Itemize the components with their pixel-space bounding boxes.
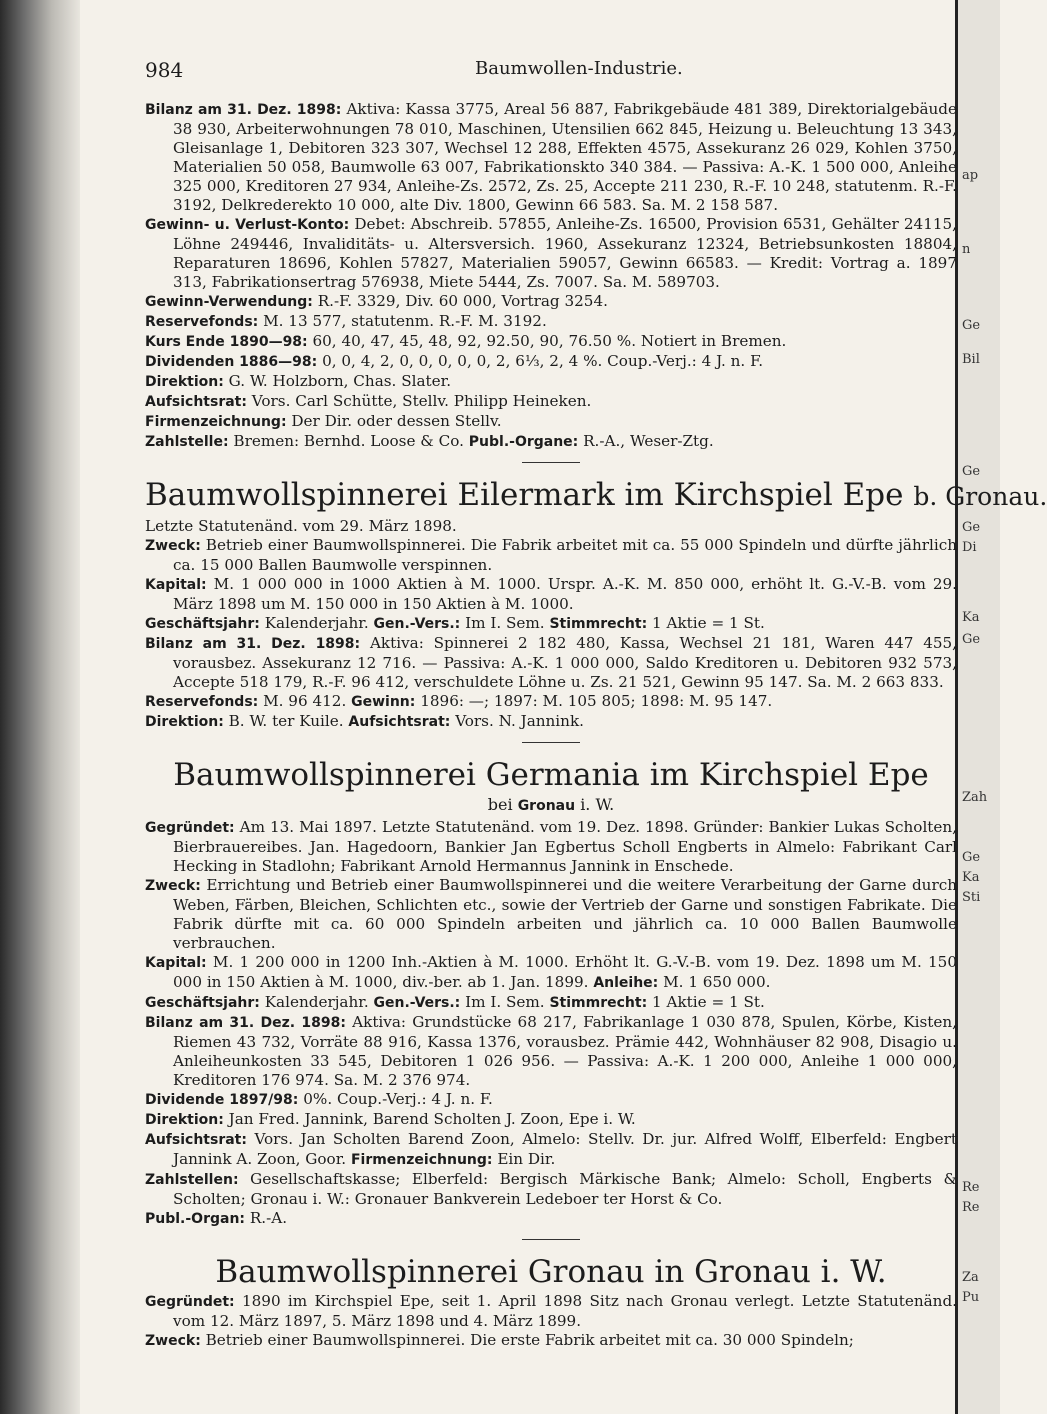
- margin-fragment: Re: [962, 1200, 980, 1215]
- entry-gewinn-verlust: [145, 215, 957, 292]
- entry-label: Dividenden 1886—98:: [145, 354, 318, 370]
- company-title: Baumwollspinnerei Germania im Kirchspiel Epe: [173, 757, 929, 793]
- entry-label: Bilanz am 31. Dez. 1898:: [145, 1015, 346, 1031]
- entry-text: Vors. Carl Schütte, Stellv. Philipp Heineken.: [251, 392, 592, 410]
- margin-fragment: ap: [962, 168, 979, 183]
- location-suffix: i. W.: [580, 795, 615, 814]
- entry-zweck: [145, 876, 957, 953]
- entry-gewinn-verwendung: [145, 292, 957, 312]
- entry-label: Zweck:: [145, 538, 201, 554]
- margin-fragment: Ge: [962, 520, 981, 535]
- entry-text: Aktiva: Kassa 3775, Areal 56 887, Fabrikgebäude 481 389, Direktorialgebäude 38 930, Arbeiterwohnungen 78 010, Maschinen, Utensilien 662 845, Heizung u. Beleuchtung 13 343, Gleisanlage 1, Debitoren 323 307, Wechsel 12 288, Effekten 4575, Assekuranz 26 029, Kohlen 3750, Materialien 50 058, Baumwolle 63 007, Fabrikationskto 340 384. — Passiva: A.-K. 1 500 000, Anleihe 325 000, Kreditoren 27 934, Anleihe-Zs. 2572, Zs. 25, Accepte 211 230, R.-F. 10 248, statutenm. R.-F. 3192, Delkrederekto 10 000, alte Div. 1800, Gewinn 66 583. Sa. M. 2 158 587.: [173, 100, 958, 214]
- entry-text: M. 1 200 000 in 1200 Inh.-Aktien à M. 1000. Erhöht lt. G.-V.-B. vom 19. Dez. 1898 um M. 150 000 in 150 Aktien à M. 1000, div.-ber. ab 1. Jan. 1899.: [173, 953, 957, 991]
- company-title: Baumwollspinnerei Gronau in Gronau i. W.: [215, 1254, 887, 1290]
- entry-text: G. W. Holzborn, Chas. Slater.: [228, 372, 452, 390]
- entry-text: Bremen: Bernhd. Loose & Co.: [233, 432, 464, 450]
- entry-text: R.-A.: [249, 1209, 288, 1227]
- entry-bilanz: [145, 100, 957, 215]
- entry-gegruendet: [145, 818, 957, 876]
- entry-text: Kalenderjahr.: [264, 614, 369, 632]
- section-divider: [522, 742, 580, 743]
- company-location: [145, 795, 957, 814]
- entry-text: Kalenderjahr.: [264, 993, 369, 1011]
- entry-text: Betrieb einer Baumwollspinnerei. Die erste Fabrik arbeitet mit ca. 30 000 Spindeln;: [205, 1331, 854, 1349]
- entry-label: Stimmrecht:: [549, 616, 648, 632]
- entry-zahlstellen: [145, 1170, 957, 1209]
- margin-fragment: Sti: [962, 890, 981, 905]
- margin-fragment: Ge: [962, 318, 981, 333]
- entry-zahlstelle: [145, 432, 957, 452]
- page-header: [145, 58, 957, 82]
- entry-text: 0, 0, 4, 2, 0, 0, 0, 0, 0, 2, 6⅓, 2, 4 %. Coup.-Verj.: 4 J. n. F.: [322, 352, 764, 370]
- margin-fragment: Di: [962, 540, 977, 555]
- entry-gegruendet: [145, 1292, 957, 1331]
- entry-text: Aktiva: Grundstücke 68 217, Fabrikanlage 1 030 878, Spulen, Körbe, Kisten, Riemen 43 732, Vorräte 88 916, Kassa 1376, vorausbez. Prämie 442, Wohnhäuser 82 908, Disagio u. Anleiheunkosten 33 545, Debitoren 1 026 956. — Passiva: A.-K. 1 200 000, Anleihe 1 000 000, Kreditoren 176 974. Sa. M. 2 376 974.: [173, 1013, 957, 1089]
- entry-label: Dividende 1897/98:: [145, 1092, 299, 1108]
- entry-text: M. 1 000 000 in 1000 Aktien à M. 1000. Urspr. A.-K. M. 850 000, erhöht lt. G.-V.-B. vom 29. März 1898 um M. 150 000 in 150 Aktien à M. 1000.: [173, 575, 958, 613]
- entry-label: Gewinn-Verwendung:: [145, 294, 313, 310]
- entry-label: Gewinn- u. Verlust-Konto:: [145, 217, 350, 233]
- entry-geschaeftsjahr: [145, 614, 957, 634]
- entry-kurs: [145, 332, 957, 352]
- entry-label: Kapital:: [145, 577, 207, 593]
- entry-publ-organ: [145, 1209, 957, 1229]
- entry-reservefonds: [145, 312, 957, 332]
- facing-page-edge: [955, 0, 1000, 1414]
- entry-text: R.-F. 3329, Div. 60 000, Vortrag 3254.: [317, 292, 608, 310]
- entry-bilanz: [145, 634, 957, 692]
- entry-text: M. 96 412.: [263, 692, 347, 710]
- entry-label: Kurs Ende 1890—98:: [145, 334, 308, 350]
- page-number: 984: [145, 58, 184, 82]
- entry-text: Im I. Sem.: [465, 614, 545, 632]
- location-city: Gronau: [517, 798, 576, 814]
- entry-label: Anleihe:: [593, 975, 659, 991]
- entry-label: Aufsichtsrat:: [145, 1132, 247, 1148]
- margin-fragment: Ge: [962, 850, 981, 865]
- entry-label: Zahlstelle:: [145, 434, 229, 450]
- margin-fragment: Zah: [962, 790, 988, 805]
- entry-label: Direktion:: [145, 1112, 224, 1128]
- entry-text: 60, 40, 47, 45, 48, 92, 92.50, 90, 76.50 %. Notiert in Bremen.: [312, 332, 787, 350]
- entry-text: Debet: Abschreib. 57855, Anleihe-Zs. 16500, Provision 6531, Gehälter 24115, Löhne 249446, Invaliditäts- u. Altersversich. 1960, Assekuranz 12324, Betriebsunkosten 18804, Reparaturen 18696, Kohlen 57827, Materialien 59057, Gewinn 66583. — Kredit: Vortrag a. 1897 313, Fabrikationsertrag 576938, Miete 5444, Zs. 7007. Sa. M. 589703.: [173, 215, 958, 291]
- entry-text: 1896: —; 1897: M. 105 805; 1898: M. 95 147.: [420, 692, 773, 710]
- entry-reservefonds: [145, 692, 957, 712]
- entry-label: Kapital:: [145, 955, 207, 971]
- entry-kapital: [145, 575, 957, 614]
- section-divider: [522, 462, 580, 463]
- entry-label: Publ.-Organ:: [145, 1211, 246, 1227]
- entry-dividenden: [145, 352, 957, 372]
- entry-zweck: [145, 1331, 957, 1351]
- entry-text: 1 Aktie = 1 St.: [652, 614, 765, 632]
- margin-fragment: Ka: [962, 610, 980, 625]
- entry-label: Gen.-Vers.:: [373, 616, 461, 632]
- entry-dividende: [145, 1090, 957, 1110]
- entry-label: Aufsichtsrat:: [145, 394, 247, 410]
- entry-text: 0%. Coup.-Verj.: 4 J. n. F.: [303, 1090, 493, 1108]
- margin-fragment: Ka: [962, 870, 980, 885]
- entry-text: 1890 im Kirchspiel Epe, seit 1. April 1898 Sitz nach Gronau verlegt. Letzte Statutenänd. vom 12. März 1897, 5. März 1898 und 4. März 1899.: [173, 1292, 957, 1330]
- entry-label: Gen.-Vers.:: [373, 995, 461, 1011]
- running-title: Baumwollen-Industrie.: [475, 58, 683, 79]
- entry-label: Publ.-Organe:: [468, 434, 579, 450]
- entry-aufsichtsrat: [145, 1130, 957, 1170]
- entry-text: 1 Aktie = 1 St.: [652, 993, 765, 1011]
- entry-direktion: [145, 712, 957, 732]
- entry-label: Gegründet:: [145, 1294, 235, 1310]
- entry-text: Am 13. Mai 1897. Letzte Statutenänd. vom 19. Dez. 1898. Gründer: Bankier Lukas Scholten, Bierbrauereibes. Jan. Hagedoorn, Bankier Jan Egbertus Scholl Engberts in Almelo: Fabrikant Carl Hecking in Stadlohn; Fabrikant Arnold Hermannus Jannink in Enschede.: [173, 818, 958, 875]
- entry-text: M. 1 650 000.: [663, 973, 771, 991]
- entry-label: Reservefonds:: [145, 314, 259, 330]
- book-spine-shadow: [0, 0, 80, 1414]
- margin-fragment: Ge: [962, 632, 981, 647]
- entry-label: Direktion:: [145, 714, 224, 730]
- margin-fragment: n: [962, 242, 971, 257]
- entry-label: Zweck:: [145, 1333, 201, 1349]
- entry-geschaeftsjahr: [145, 993, 957, 1013]
- entry-text: Errichtung und Betrieb einer Baumwollspinnerei und die weitere Verarbeitung der Garne durch Weben, Färben, Bleichen, Schlichten etc., sowie der Vertrieb der Garne und sonstigen Fabrikate. Die Fabrik dürfte mit ca. 60 000 Spindeln arbeiten und jährlich ca. 10 000 Ballen Baumwolle verbrauchen.: [173, 876, 958, 952]
- entry-text: Vors. Jan Scholten Barend Zoon, Almelo: Stellv. Dr. jur. Alfred Wolff, Elberfeld: Engbert Jannink A. Zoon, Goor.: [173, 1130, 958, 1168]
- entry-label: Zahlstellen:: [145, 1172, 239, 1188]
- entry-text: R.-A., Weser-Ztg.: [583, 432, 714, 450]
- company-name: Baumwollspinnerei Eilermark im Kirchspiel Epe: [145, 477, 904, 513]
- entry-label: Bilanz am 31. Dez. 1898:: [145, 102, 342, 118]
- entry-text: Aktiva: Spinnerei 2 182 480, Kassa, Wechsel 21 181, Waren 447 455, vorausbez. Assekuranz 12 716. — Passiva: A.-K. 1 000 000, Saldo Kreditoren u. Debitoren 932 573, Accepte 518 179, R.-F. 96 412, verschuldete Löhne u. Zs. 21 521, Gewinn 95 147. Sa. M. 2 663 833.: [173, 634, 958, 691]
- company-location: b. Gronau.: [913, 482, 1047, 511]
- entry-firmenzeichnung: [145, 412, 957, 432]
- entry-text: Betrieb einer Baumwollspinnerei. Die Fabrik arbeitet mit ca. 55 000 Spindeln und dürfte jährlich ca. 15 000 Ballen Baumwolle verspinnen.: [173, 536, 957, 574]
- entry-label: Firmenzeichnung:: [145, 414, 287, 430]
- entry-text: Der Dir. oder dessen Stellv.: [291, 412, 502, 430]
- entry-direktion: [145, 372, 957, 392]
- entry-text: Vors. N. Jannink.: [455, 712, 584, 730]
- entry-label: Geschäftsjahr:: [145, 995, 260, 1011]
- margin-fragment: Za: [962, 1270, 979, 1285]
- margin-fragment: Re: [962, 1180, 980, 1195]
- entry-aufsichtsrat: [145, 392, 957, 412]
- section-divider: [522, 1239, 580, 1240]
- entry-label: Reservefonds:: [145, 694, 259, 710]
- entry-text: Jan Fred. Jannink, Barend Scholten J. Zoon, Epe i. W.: [228, 1110, 636, 1128]
- entry-label: Direktion:: [145, 374, 224, 390]
- entry-label: Zweck:: [145, 878, 201, 894]
- entry-kapital: [145, 953, 957, 993]
- entry-statut: Letzte Statutenänd. vom 29. März 1898.: [145, 517, 457, 535]
- entry-label: Bilanz am 31. Dez. 1898:: [145, 636, 361, 652]
- margin-fragment: Bil: [962, 352, 980, 367]
- entry-text: M. 13 577, statutenm. R.-F. M. 3192.: [263, 312, 547, 330]
- document-page: [145, 58, 1047, 1351]
- entry-text: Im I. Sem.: [465, 993, 545, 1011]
- location-prefix: bei: [487, 795, 513, 814]
- entry-bilanz: [145, 1013, 957, 1090]
- entry-label: Stimmrecht:: [549, 995, 648, 1011]
- margin-fragment: Ge: [962, 464, 981, 479]
- entry-text: B. W. ter Kuile.: [228, 712, 344, 730]
- entry-label: Gegründet:: [145, 820, 235, 836]
- entry-zweck: [145, 536, 957, 575]
- entry-text: Gesellschaftskasse; Elberfeld: Bergisch Märkische Bank; Almelo: Scholl, Engberts & Scholten; Gronau i. W.: Gronauer Bankverein Ledeboer ter Horst & Co.: [173, 1170, 958, 1208]
- entry-label: Gewinn:: [351, 694, 416, 710]
- entry-label: Firmenzeichnung:: [350, 1152, 493, 1168]
- entry-text: Ein Dir.: [497, 1150, 556, 1168]
- entry-direktion: [145, 1110, 957, 1130]
- entry-label: Aufsichtsrat:: [348, 714, 451, 730]
- margin-fragment: Pu: [962, 1290, 980, 1305]
- entry-label: Geschäftsjahr:: [145, 616, 260, 632]
- company-title: [145, 477, 1047, 515]
